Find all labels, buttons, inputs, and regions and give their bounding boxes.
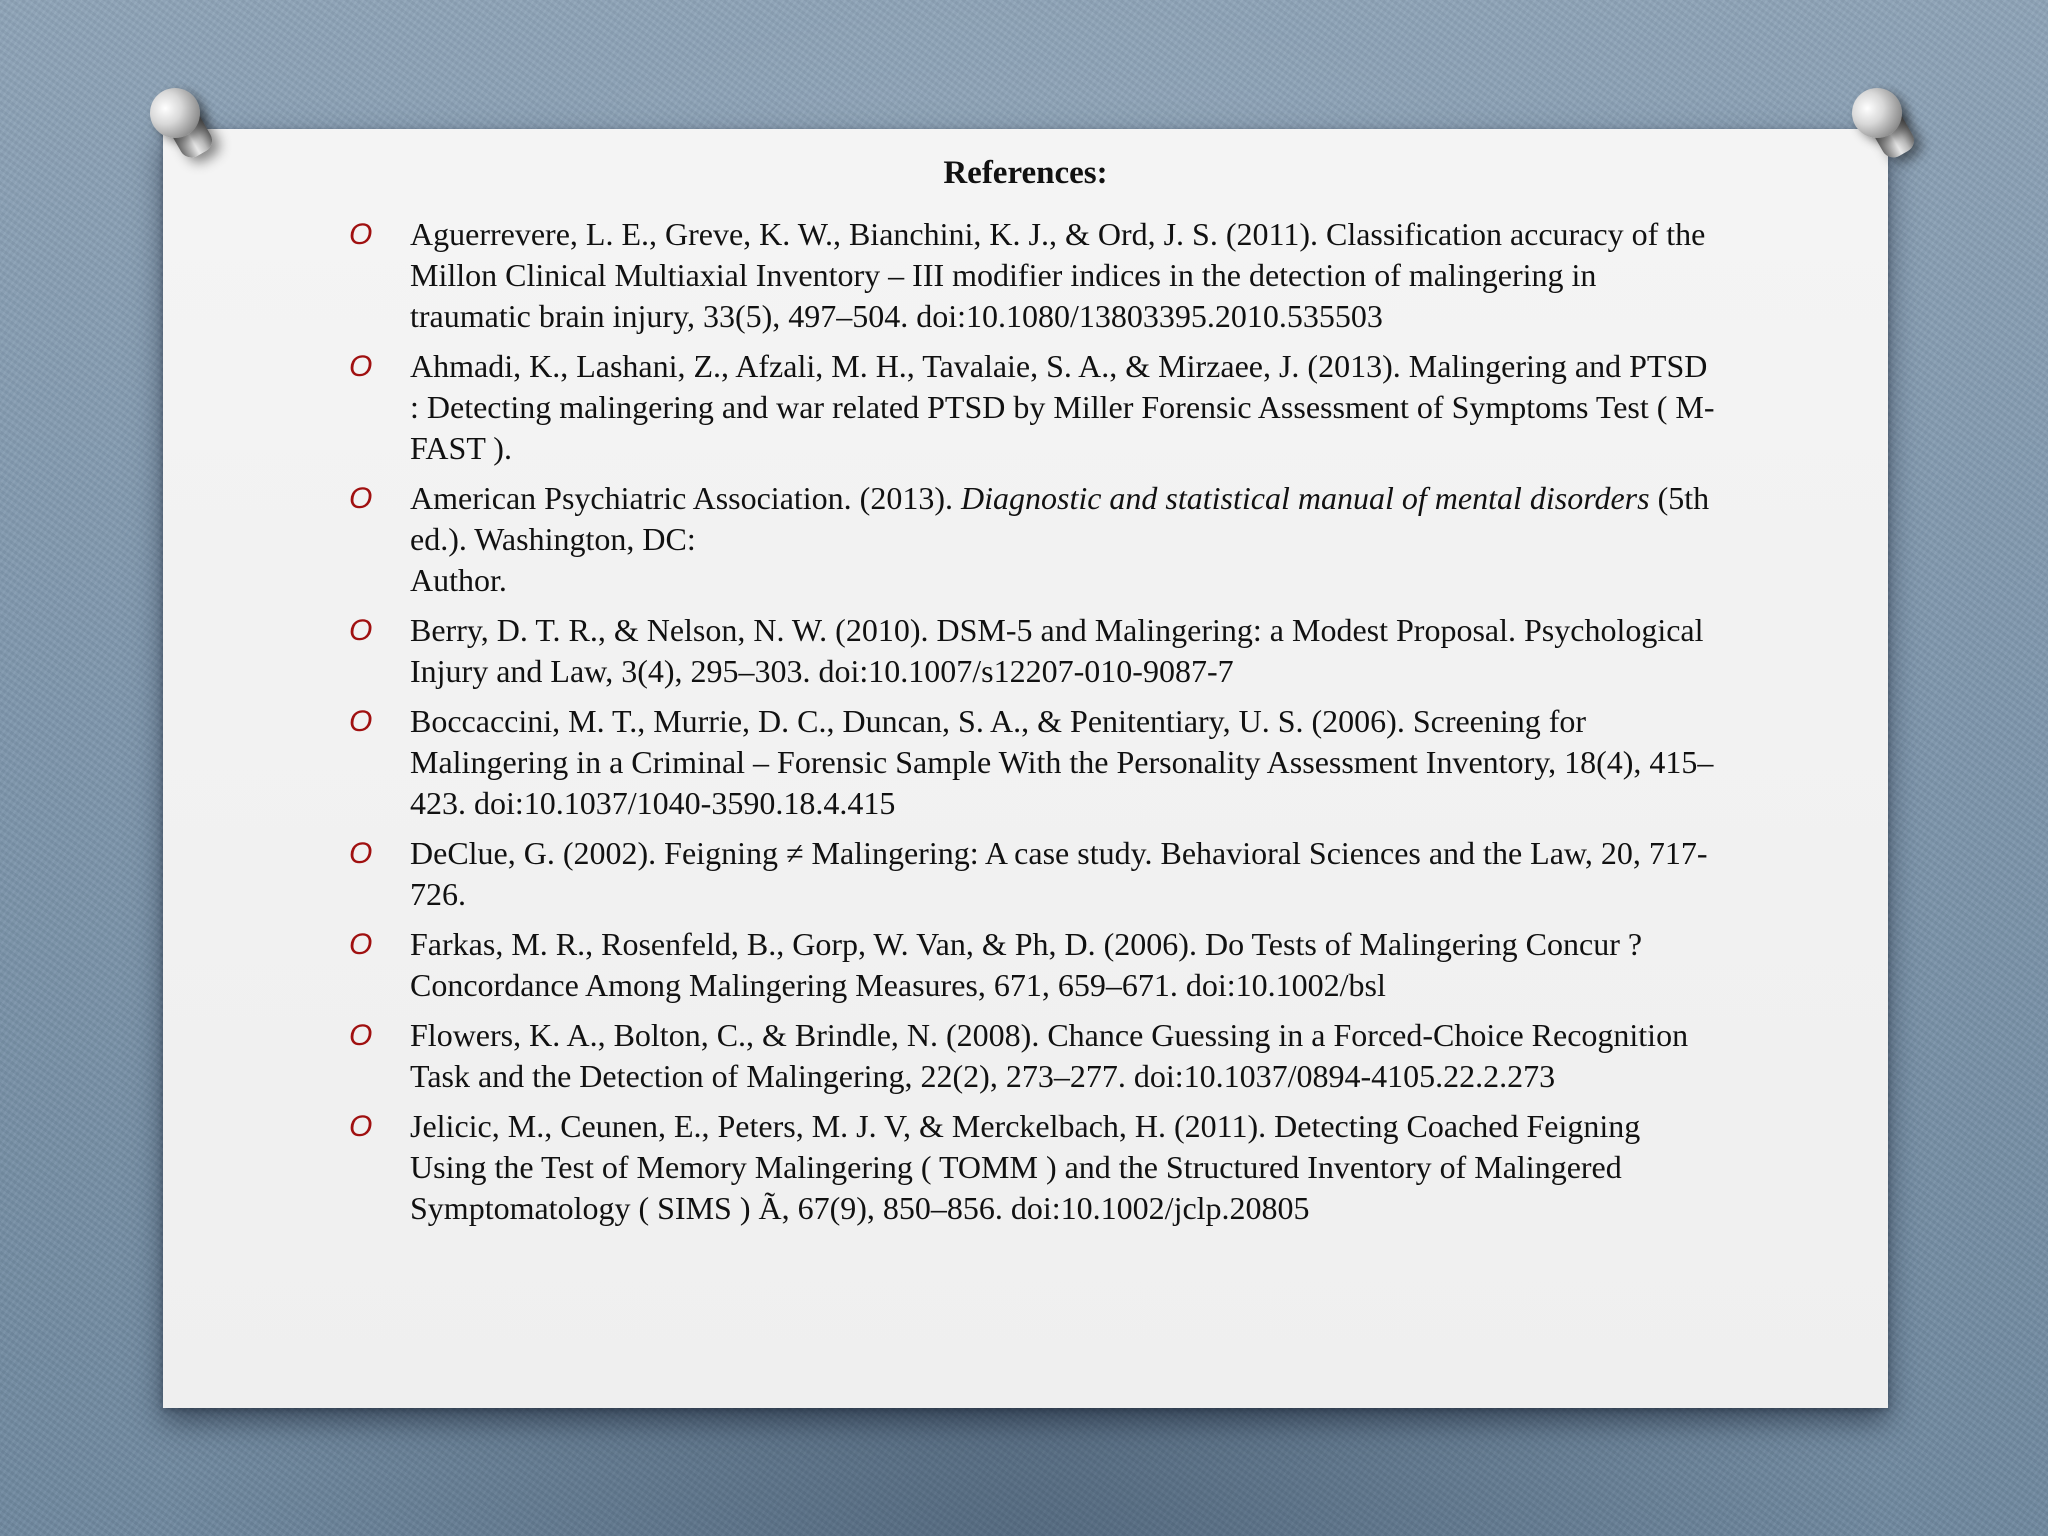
reference-item-flowers xyxy=(345,1015,1715,1097)
reference-text: Farkas, M. R., Rosenfeld, B., Gorp, W. Van, & Ph, D. (2006). Do Tests of Malingering Concur ? Concordance Among Malingering Measures, 671, 659–671. doi:10.1002/bsl xyxy=(410,926,1643,1003)
reference-text: Flowers, K. A., Bolton, C., & Brindle, N. (2008). Chance Guessing in a Forced-Choice Recognition Task and the Detection of Malingering, 22(2), 273–277. doi:10.1037/0894-4105.22.2.273 xyxy=(410,1017,1689,1094)
reference-text: DeClue, G. (2002). Feigning ≠ Malingering: A case study. Behavioral Sciences and the Law, 20, 717-726. xyxy=(410,835,1708,912)
bullet-icon: O xyxy=(349,1019,373,1052)
reference-item-jelicic xyxy=(345,1106,1715,1229)
bullet-icon: O xyxy=(349,837,373,870)
reference-item-ahmadi xyxy=(345,346,1715,469)
reference-text: Ahmadi, K., Lashani, Z., Afzali, M. H., Tavalaie, S. A., & Mirzaee, J. (2013). Malingering and PTSD : Detecting malingering and war related PTSD by Miller Forensic Assessment of Symptoms Test ( M-FAST ). xyxy=(410,348,1715,466)
reference-item-berry xyxy=(345,610,1715,692)
bullet-icon: O xyxy=(349,614,373,647)
reference-text-before: American Psychiatric Association. (2013). xyxy=(410,480,961,516)
bullet-icon: O xyxy=(349,1110,373,1143)
reference-list xyxy=(345,214,1715,1238)
reference-book-title: Diagnostic and statistical manual of mental disorders xyxy=(960,480,1650,516)
reference-text xyxy=(410,480,1709,598)
reference-text: Boccaccini, M. T., Murrie, D. C., Duncan, S. A., & Penitentiary, U. S. (2006). Screening for Malingering in a Criminal – Forensic Sample With the Personality Assessment Inventory, 18(4), 415–423. doi:10.1037/1040-3590.18.4.415 xyxy=(410,703,1714,821)
reference-item-boccaccini xyxy=(345,701,1715,824)
bullet-icon: O xyxy=(349,928,373,961)
bullet-icon: O xyxy=(349,705,373,738)
reference-item-declue xyxy=(345,833,1715,915)
reference-text: Berry, D. T. R., & Nelson, N. W. (2010). DSM-5 and Malingering: a Modest Proposal. Psychological Injury and Law, 3(4), 295–303. doi:10.1007/s12207-010-9087-7 xyxy=(410,612,1704,689)
reference-item-farkas xyxy=(345,924,1715,1006)
reference-item-aguerrevere xyxy=(345,214,1715,337)
reference-text: Aguerrevere, L. E., Greve, K. W., Bianchini, K. J., & Ord, J. S. (2011). Classification accuracy of the Millon Clinical Multiaxial Inventory – III modifier indices in the detection of malingering in traumatic brain injury, 33(5), 497–504. doi:10.1080/13803395.2010.535503 xyxy=(410,216,1706,334)
bullet-icon: O xyxy=(349,482,373,515)
reference-text: Jelicic, M., Ceunen, E., Peters, M. J. V, & Merckelbach, H. (2011). Detecting Coached Feigning Using the Test of Memory Malingering ( TOMM ) and the Structured Inventory of Malingered Symptomatology ( SIMS ) Ã, 67(9), 850–856. doi:10.1002/jclp.20805 xyxy=(410,1108,1641,1226)
reference-text-after: (5th ed.). Washington, DC: xyxy=(410,480,1710,557)
bullet-icon: O xyxy=(349,350,373,383)
reference-item-apa xyxy=(345,478,1715,601)
reference-text-line2: Author. xyxy=(410,562,507,598)
references-heading: References: xyxy=(943,155,1108,191)
bullet-icon: O xyxy=(349,218,373,251)
